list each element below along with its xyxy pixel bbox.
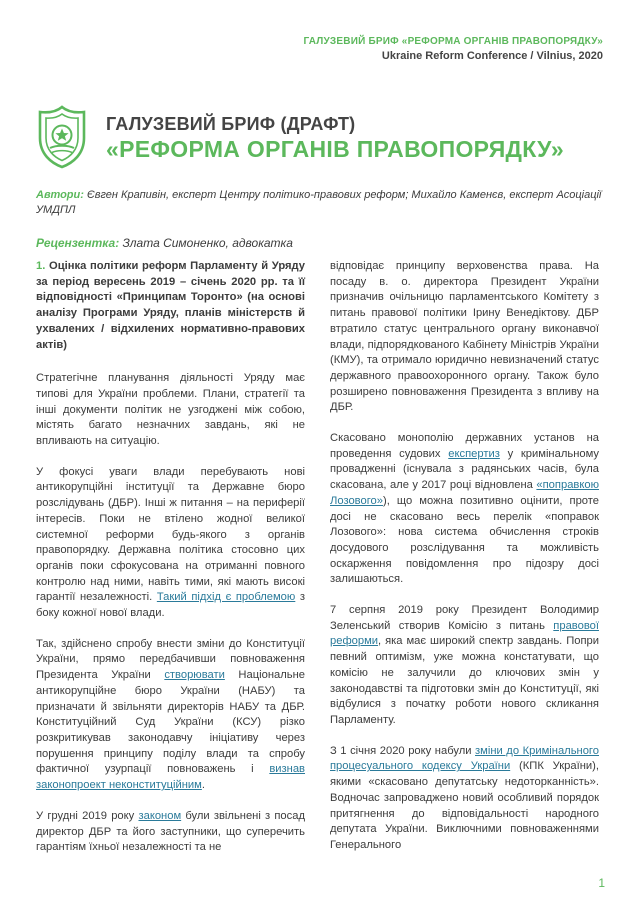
- header-brief-title: ГАЛУЗЕВИЙ БРИФ «РЕФОРМА ОРГАНІВ ПРАВОПОРЯДКУ»: [303, 36, 603, 47]
- paragraph: [36, 465, 305, 622]
- paragraph-text: у кримінальному провадженні (існувала з радянських часів, була скасована, але у 2017 році відновлена: [330, 447, 599, 492]
- paragraph-text: Так, здійснено спробу внести зміни до Конституції України, прямо передбачивши повноваження Президента України: [36, 637, 305, 682]
- paragraph-text: .: [201, 779, 205, 792]
- paragraph: відповідає принципу верховенства права. На посаду в. о. директора Президент України призначив очільницю парламентського Комітету з питань правової політики Ірину Венедіктову. ДБР втратило статус центрального органу виконавчої влади, підпорядкованого Кабінету Міністрів України (КМУ), та отримало юридично невизначений статус державного правоохоронного органу. Також було розширено повноваження Президента з впливу на ДБР.: [330, 260, 599, 414]
- section-number: 1.: [36, 260, 46, 272]
- link-cpc-amendments[interactable]: зміни до Кримінального процесуального кодексу України: [330, 744, 599, 773]
- paragraph: [330, 744, 599, 854]
- paragraph-text: , яка має широкий спектр завдань. Попри певний оптимізм, уже можна констатувати, що комісію не залучили до ключових змін у законодавстві та підготовки змін до Конституції, які відбулися з початку роботи нового скликання Парламенту.: [330, 635, 599, 726]
- paragraph: [36, 809, 305, 856]
- page-number: 1: [598, 876, 605, 890]
- right-column: [330, 259, 599, 869]
- paragraph-text: У фокусі уваги влади перебувають нові антикорупційні інституції та Державне бюро розслідувань (ДБР). Інші ж питання – на периферії інтересів. Поки не втілено жодної великої системної реформи будь-якого з органів правопорядку. Державна політика стосовно цих органів поки сфокусована на отриманні повного контролю над ними, навіть тими, які мають високі гарантії незалежності.: [36, 465, 305, 604]
- link-approach-problem[interactable]: Такий підхід є проблемою: [156, 591, 296, 604]
- paragraph-text: з боку кожної нової влади.: [36, 591, 305, 620]
- paragraph: [36, 637, 305, 794]
- reviewer-text: Злата Симоненко, адвокатка: [122, 236, 293, 250]
- paragraph-text: 7 серпня 2019 року Президент Володимир Зеленський створив Комісію з питань: [330, 604, 599, 632]
- link-legal-reform[interactable]: правової реформи: [330, 619, 599, 648]
- paragraph: [330, 431, 599, 588]
- paragraph-text: Національне антикорупційне бюро України (НАБУ) та призначати й звільняти директорів НАБУ та ДБР. Конституційний Суд України (КСУ) різко розкритикував законодавчу ініціативу через порушення принципу поділу влади та спробу фактичної узурпації повноважень і: [36, 669, 305, 776]
- link-lozovoy-amendment[interactable]: «поправкою Лозового»: [330, 479, 599, 507]
- document-title: ГАЛУЗЕВИЙ БРИФ (ДРАФТ): [106, 114, 356, 134]
- authors-text: Євген Крапивін, експерт Центру політико-правових реформ; Михайло Каменєв, експерт Асоціації УМДПЛ: [36, 189, 602, 216]
- header-conference: Ukraine Reform Conference / Vilnius, 2020: [381, 50, 603, 62]
- police-badge-icon: [36, 104, 88, 170]
- reviewer-block: [36, 236, 293, 250]
- paragraph-text: Скасовано монополію державних установ на проведення судових: [330, 432, 599, 460]
- document-subtitle: «РЕФОРМА ОРГАНІВ ПРАВОПОРЯДКУ»: [106, 136, 564, 162]
- paragraph-text: ), що можна позитивно оцінити, проте досі не скасовано весь перелік «поправок Лозового»: нова система обчислення строків досудового розслідування та можливість оскарження повідомлення про підозру досі залишаються.: [330, 494, 599, 586]
- link-create[interactable]: створювати: [164, 669, 225, 682]
- reviewer-label: Рецензентка:: [36, 236, 120, 250]
- paragraph-text: У грудні 2019 року: [36, 809, 139, 822]
- paragraph-text: (КПК України), якими «скасовано депутатську недоторканність». Водночас запроваджено новий особливий порядок притягнення до відповідальності народного депутата України. Виключними повноваженнями Генерального: [330, 760, 599, 851]
- paragraph: Стратегічне планування діяльності Уряду має типові для України проблеми. Плани, стратегії та інші документи політик не узгоджені між собою, містять багато незначних завдань, які не впливають на ситуацію.: [36, 372, 305, 448]
- authors-block: [36, 188, 606, 218]
- section-heading: [36, 259, 305, 353]
- paragraph: [330, 603, 599, 729]
- running-header: [304, 34, 603, 64]
- left-column: [36, 259, 305, 871]
- paragraph-text: були звільнені з посад директор ДБР та його заступники, що суперечить гарантіям їхньої незалежності та не: [36, 809, 305, 854]
- link-law[interactable]: законом: [138, 809, 182, 822]
- link-unconstitutional[interactable]: визнав законопроект неконституційним: [36, 763, 305, 792]
- paragraph-text: З 1 січня 2020 року набули: [330, 744, 476, 757]
- section-title: Оцінка політики реформ Парламенту й Уряду за період вересень 2019 – січень 2020 рр. та її відповідності «Принципам Торонто» (на основі аналізу Програми Уряду, планів міністерств й ухвалених / відхилених нормативно-правових актів): [36, 260, 305, 351]
- authors-label: Автори:: [36, 189, 84, 201]
- link-expertise[interactable]: експертиз: [448, 447, 500, 460]
